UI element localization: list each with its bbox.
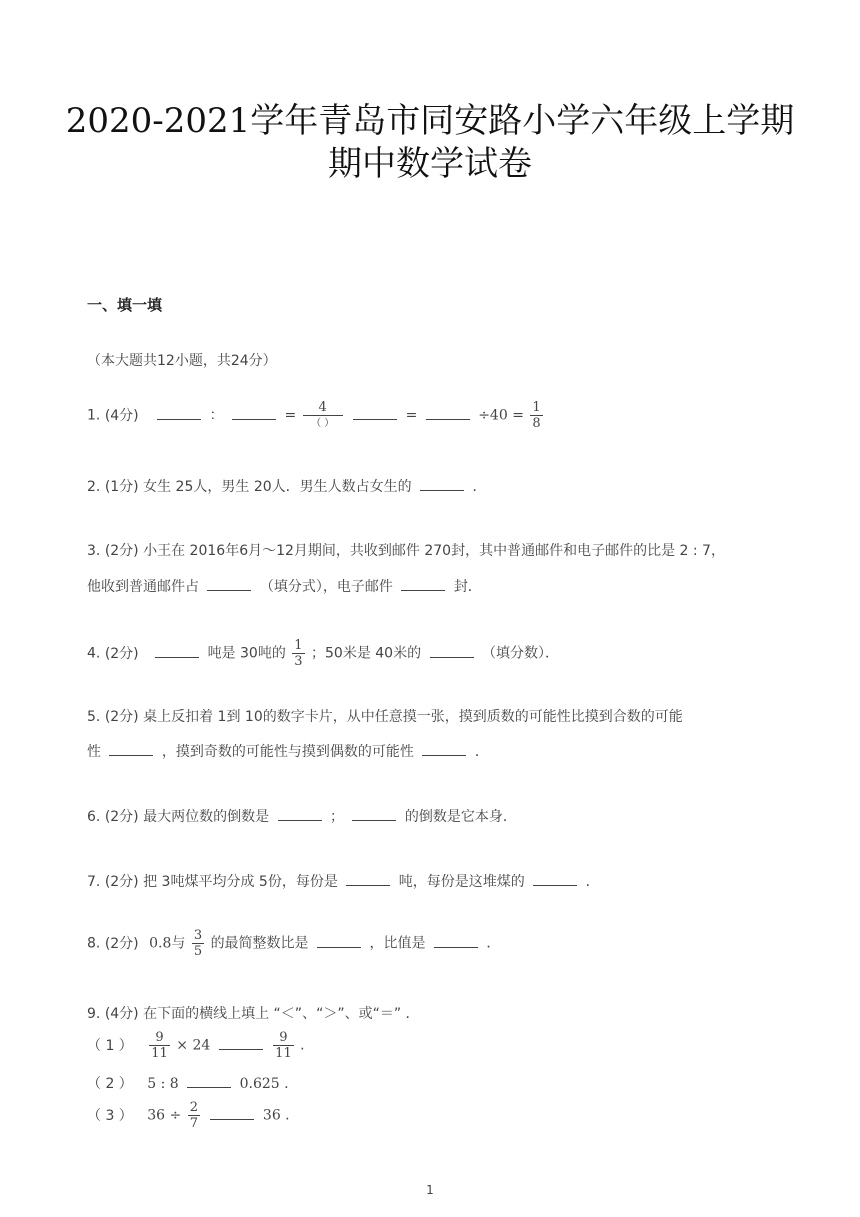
question-score: (2分) [104,935,139,952]
sub-label: （ 2 ） [87,1076,133,1092]
question-7 [87,871,600,891]
question-score: (2分) [104,645,139,662]
question-score: (2分) [104,809,139,825]
question-text: ． [486,935,501,952]
page-title-line1: 2020-2021学年青岛市同安路小学六年级上学期 [65,101,795,141]
decimal-value: 0.625 . [239,1076,289,1092]
answer-blank[interactable] [210,1105,254,1120]
question-score: (4分) [104,1006,139,1022]
section-heading: 一、填一填 [87,296,163,314]
page-title-line2: 期中数学试卷 [328,144,532,184]
question-number: 4. [87,645,101,662]
question-text: 他收到普通邮件占 [87,579,199,595]
colon-sign: ： [209,407,224,424]
question-text: 把 3吨煤平均分成 5份，每份是 [143,874,338,890]
answer-blank[interactable] [430,643,474,658]
answer-blank[interactable] [533,871,577,886]
question-number: 5. [87,709,101,725]
fraction [530,400,542,431]
question-number: 2. [87,479,101,495]
equals-sign: = [284,407,297,424]
fraction-numerator: 2 [189,1100,198,1115]
question-text: 最大两位数的倒数是 [143,809,270,825]
answer-blank[interactable] [155,643,199,658]
ratio-expression: 5 : 8 [147,1076,179,1092]
fraction [292,638,304,669]
question-text: 在下面的横线上填上 “＜”、“＞”、或“＝” ． [143,1006,420,1022]
fraction-denominator: 5 [193,944,203,959]
question-score: (2分) [104,874,139,890]
fraction [192,928,204,959]
question-text: ； [330,809,345,825]
question-5-line2 [87,741,489,761]
question-9 [87,1003,420,1023]
question-text: 吨，每份是这堆煤的 [398,874,525,890]
answer-blank[interactable] [278,806,322,821]
answer-blank[interactable] [187,1073,231,1088]
fraction-denominator: 11 [275,1046,292,1061]
question-text: ． [474,744,489,760]
question-text: 封． [453,579,482,595]
question-score: (4分) [104,407,139,424]
question-text: （填分式），电子邮件 [259,579,393,595]
question-number: 6. [87,809,101,825]
fraction-denominator: 3 [294,654,303,669]
question-2 [87,476,487,496]
answer-blank[interactable] [426,405,470,420]
fraction-numerator: 9 [279,1030,288,1045]
question-text: ，比值是 [369,935,426,952]
question-3 [87,540,725,560]
answer-blank[interactable] [232,405,276,420]
answer-blank[interactable] [157,405,201,420]
question-5 [87,706,683,726]
question-text: 吨是 30吨的 [207,645,286,662]
question-number: 9. [87,1006,101,1022]
question-text: 性 [87,744,101,760]
question-end: . [300,1037,305,1054]
fraction-numerator: 9 [155,1030,164,1045]
question-9-sub-1 [87,1030,305,1061]
question-number: 8. [87,935,101,952]
answer-blank[interactable] [352,806,396,821]
question-8 [87,928,500,959]
number-value: 36 . [262,1107,290,1124]
fraction [188,1100,200,1131]
fraction-denominator: 8 [532,416,541,431]
fraction-denominator: 11 [151,1046,168,1061]
question-score: (2分) [104,543,139,559]
fraction-numerator: 1 [532,400,541,415]
question-number: 3. [87,543,101,559]
page-number: 1 [426,1183,434,1197]
question-text: ；50米是 40米的 [311,645,422,662]
answer-blank[interactable] [420,476,464,491]
answer-blank[interactable] [353,405,397,420]
question-text: 小王在 2016年6月～12月期间，共收到邮件 270封，其中普通邮件和电子邮件的比是 2 : 7， [143,543,725,559]
fraction-numerator: 3 [193,928,203,943]
answer-blank[interactable] [317,933,361,948]
fraction-denominator: （ ） [303,415,343,431]
fraction [303,400,343,431]
answer-blank[interactable] [219,1035,263,1050]
answer-blank[interactable] [401,576,445,591]
question-3-line2 [87,576,482,596]
answer-blank[interactable] [109,741,153,756]
question-number: 7. [87,874,101,890]
question-score: (1分) [104,479,139,495]
answer-blank[interactable] [207,576,251,591]
sub-label: （ 3 ） [87,1107,133,1124]
question-score: (2分) [104,709,139,725]
question-text: ，摸到奇数的可能性与摸到偶数的可能性 [161,744,414,760]
fraction-numerator: 1 [294,638,303,653]
question-text: （填分数）． [482,645,560,662]
question-9-sub-3 [87,1100,290,1131]
question-text: 的倒数是它本身． [404,809,517,825]
question-end: ． [472,479,487,495]
question-number: 1. [87,407,101,424]
answer-blank[interactable] [422,741,466,756]
question-text: 桌上反扣着 1到 10的数字卡片，从中任意摸一张，摸到质数的可能性比摸到合数的可能 [143,709,683,725]
division-expression: ÷40 = [478,407,524,424]
question-4 [87,638,559,669]
question-text: 女生 25人，男生 20人．男生人数占女生的 [143,479,412,495]
question-6 [87,806,517,826]
answer-blank[interactable] [434,933,478,948]
question-1 [87,400,545,431]
question-text: 的最简整数比是 [210,935,309,952]
fraction [149,1030,170,1061]
fraction-numerator: 4 [318,400,327,415]
multiply-expression: × 24 [176,1037,211,1054]
question-text: ． [585,874,600,890]
equals-sign: = [405,407,418,424]
sub-label: （ 1 ） [87,1037,133,1054]
section-note: （本大题共12小题，共24分） [87,353,277,369]
question-text: 0.8与 [149,935,186,952]
division-expression: 36 ÷ [147,1107,182,1124]
question-9-sub-2 [87,1073,289,1093]
fraction-denominator: 7 [189,1116,198,1131]
answer-blank[interactable] [346,871,390,886]
fraction [273,1030,294,1061]
